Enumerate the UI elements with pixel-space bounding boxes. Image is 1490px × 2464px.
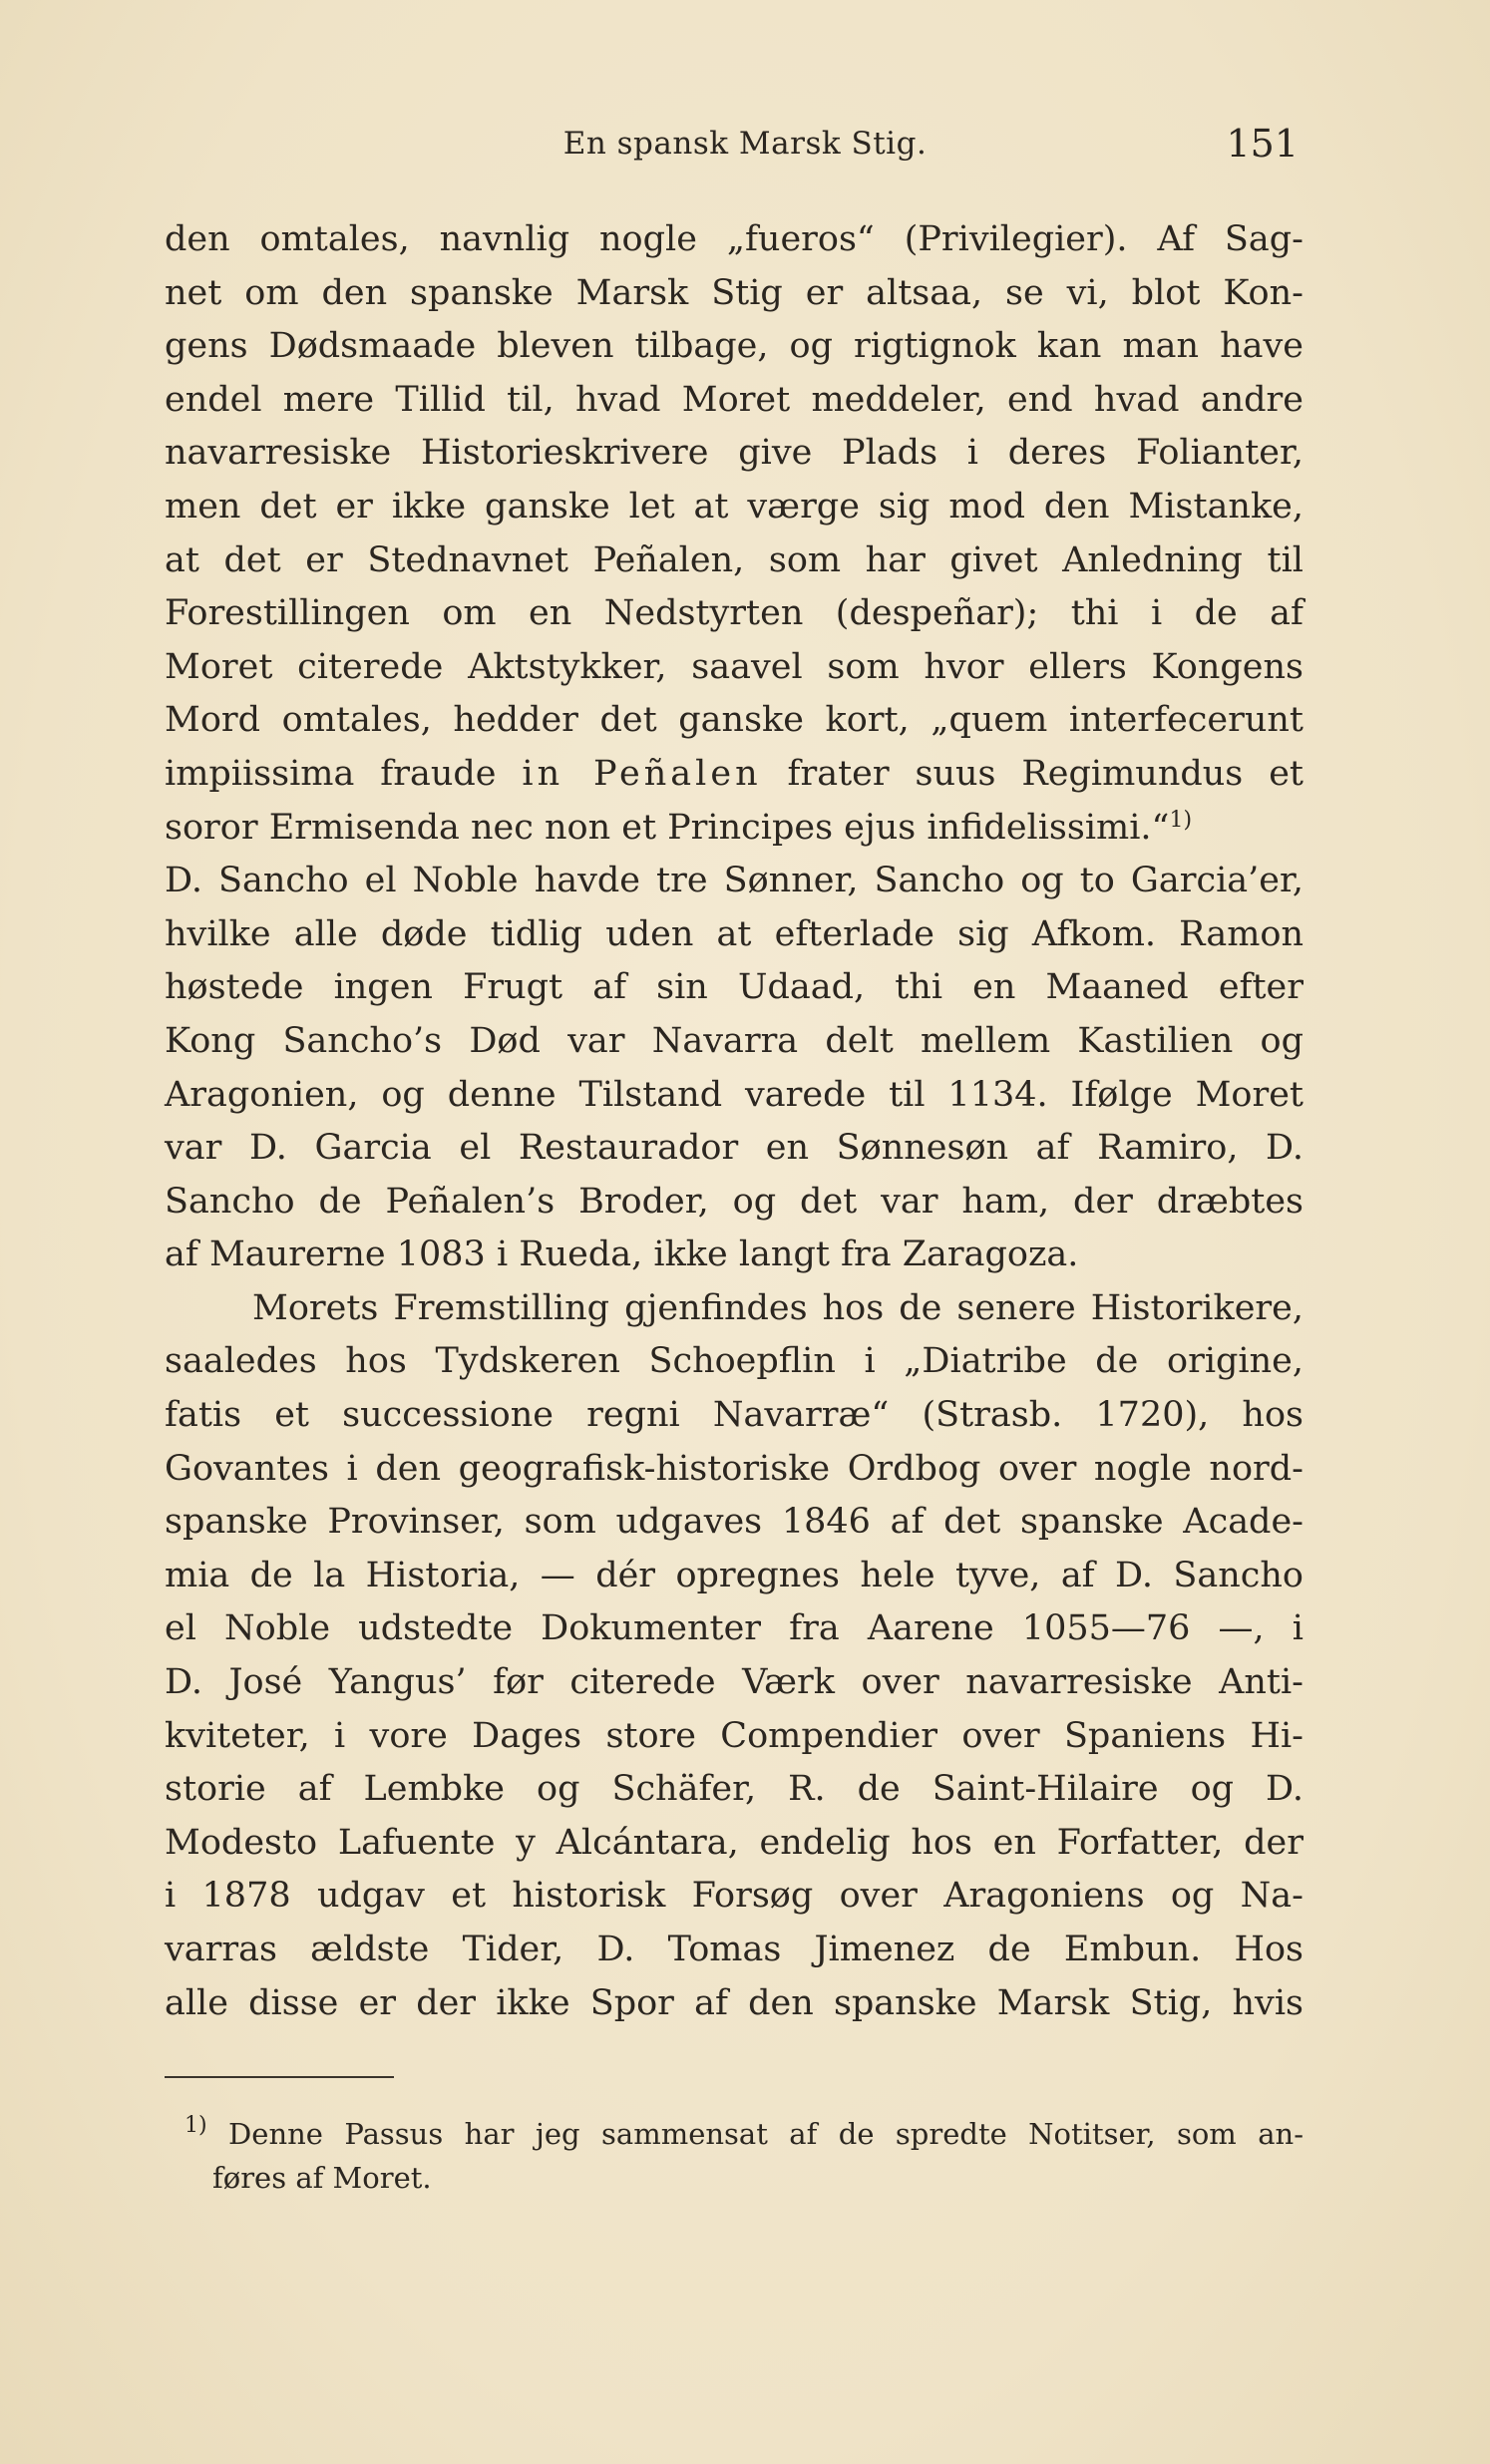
text-line: i 1878 udgav et historisk Forsøg over Aragoniens og Na- [165, 1876, 1304, 1917]
footnote-reference-number: 1 [1169, 807, 1184, 833]
text-line: fatis et successione regni Navarræ“ (Strasb. 1720), hos [165, 1395, 1304, 1436]
text-line: varras ældste Tider, D. Tomas Jimenez de Embun. Hos [165, 1930, 1304, 1969]
text-line: Modesto Lafuente y Alcántara, endelig hos en Forfatter, der [165, 1822, 1304, 1863]
text-line: hvilke alle døde tidlig uden at efterlade sig Afkom. Ramon [165, 913, 1304, 954]
text-fragment: frater suus Regimundus et [787, 753, 1304, 794]
running-title: En spansk Marsk Stig. [562, 126, 928, 162]
text-line: endel mere Tillid til, hvad Moret meddeler, end hvad andre [165, 379, 1304, 420]
footnote-line [185, 2112, 1304, 2156]
text-line: at det er Stednavnet Peñalen, som har givet Anledning til [165, 539, 1304, 580]
text-line: saaledes hos Tydskeren Schoepflin i „Diatribe de origine, [165, 1341, 1304, 1382]
text-fragment: impiissima fraude [165, 753, 497, 794]
text-line: gens Dødsmaade bleven tilbage, og rigtignok kan man have [165, 326, 1304, 367]
text-line: navarresiske Historieskrivere give Plads i deres Folianter, [165, 433, 1304, 474]
running-head [0, 122, 1490, 172]
text-line: Sancho de Peñalen’s Broder, og det var ham, der dræbtes [165, 1181, 1304, 1222]
text-fragment: soror Ermisenda nec non et Principes ejus infidelissimi.“ [165, 807, 1170, 848]
text-line: Kong Sancho’s Død var Navarra delt mellem Kastilien og [165, 1020, 1304, 1061]
page-number: 151 [1226, 122, 1299, 166]
text-line: alle disse er der ikke Spor af den spanske Marsk Stig, hvis [165, 1982, 1304, 2023]
text-line: Govantes i den geografisk-historiske Ordbog over nogle nord- [165, 1448, 1304, 1489]
text-line: af Maurerne 1083 i Rueda, ikke langt fra Zaragoza. [165, 1234, 1079, 1275]
text-line [165, 748, 1304, 802]
text-line: D. Sancho el Noble havde tre Sønner, Sancho og to Garcia’er, [165, 861, 1304, 901]
footnote-line: føres af Moret. [212, 2161, 432, 2195]
text-line: Morets Fremstilling gjenfindes hos de senere Historikere, [252, 1287, 1304, 1328]
emphasized-place-name: in Peñalen [522, 753, 762, 794]
footnotes [185, 2112, 1304, 2200]
text-line: Mord omtales, hedder det ganske kort, „quem interfecerunt [165, 700, 1304, 741]
text-line: el Noble udstedte Dokumenter fra Aarene 1055—76 —, i [165, 1608, 1304, 1649]
text-line: høstede ingen Frugt af sin Udaad, thi en Maaned efter [165, 967, 1304, 1008]
text-line: D. José Yangus’ før citerede Værk over navarresiske Anti- [165, 1662, 1304, 1703]
text-line: Aragonien, og denne Tilstand varede til 1134. Ifølge Moret [165, 1074, 1304, 1115]
body-text [165, 213, 1304, 2030]
text-line: kviteter, i vore Dages store Compendier over Spaniens Hi- [165, 1715, 1304, 1756]
text-line: Moret citerede Aktstykker, saavel som hvor ellers Kongens [165, 646, 1304, 687]
text-line: mia de la Historia, — dér opregnes hele tyve, af D. Sancho [165, 1555, 1304, 1595]
footnote-marker-number: 1 [185, 2113, 198, 2138]
text-line: spanske Provinser, som udgaves 1846 af det spanske Acade- [165, 1502, 1304, 1543]
text-line [165, 802, 1304, 856]
footnote-divider [165, 2076, 394, 2078]
text-line: den omtales, navnlig nogle „fueros“ (Privilegier). Af Sag- [165, 219, 1304, 259]
text-line: men det er ikke ganske let at værge sig mod den Mistanke, [165, 486, 1304, 527]
footnote-text: Denne Passus har jeg sammensat af de spredte Notitser, som an- [228, 2117, 1304, 2151]
text-line: net om den spanske Marsk Stig er altsaa, se vi, blot Kon- [165, 272, 1304, 313]
footnote-reference: 1) [1169, 807, 1193, 833]
text-line: storie af Lembke og Schäfer, R. de Saint-Hilaire og D. [165, 1769, 1304, 1810]
text-line: Forestillingen om en Nedstyrten (despeñar); thi i de af [165, 593, 1304, 634]
text-line: var D. Garcia el Restaurador en Sønnesøn af Ramiro, D. [165, 1128, 1304, 1169]
footnote-marker: 1) [185, 2113, 207, 2138]
